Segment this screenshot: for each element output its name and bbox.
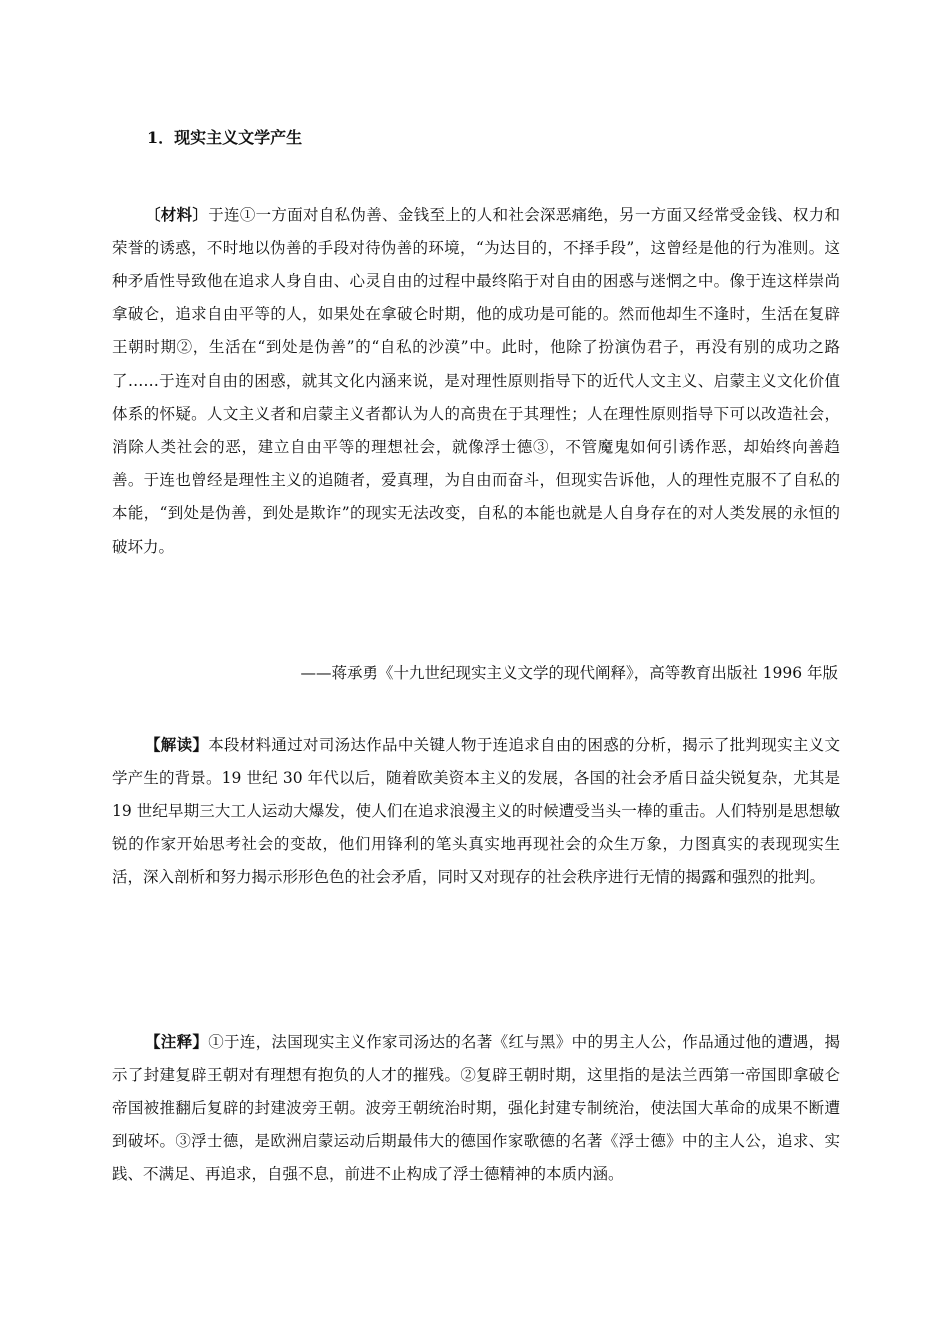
material-paragraph bbox=[112, 198, 840, 564]
reading-label: 【解读】 bbox=[145, 734, 209, 754]
material-text: 于连①一方面对自私伪善、金钱至上的人和社会深恶痛绝，另一方面又经常受金钱、权力和荣誉的诱惑，不时地以伪善的手段对待伪善的环境，“为达目的，不择手段”，这曾经是他的行为准则。这种矛盾性导致他在追求人身自由、心灵自由的过程中最终陷于对自由的困惑与迷惘之中。像于连这样崇尚拿破仑，追求自由平等的人，如果处在拿破仑时期，他的成功是可能的。然而他却生不逢时，生活在复辟王朝时期②，生活在“到处是伪善”的“自私的沙漠”中。此时，他除了扮演伪君子，再没有别的成功之路了……于连对自由的困惑，就其文化内涵来说，是对理性原则指导下的近代人文主义、启蒙主义文化价值体系的怀疑。人文主义者和启蒙主义者都认为人的高贵在于其理性；人在理性原则指导下可以改造社会，消除人类社会的恶，建立自由平等的理想社会，就像浮士德③，不管魔鬼如何引诱作恶，却始终向善趋善。于连也曾经是理性主义的追随者，爱真理，为自由而奋斗，但现实告诉他，人的理性克服不了自私的本能，“到处是伪善，到处是欺诈”的现实无法改变，自私的本能也就是人自身存在的对人类发展的永恒的破坏力。 bbox=[112, 205, 840, 556]
material-label: 〔材料〕 bbox=[145, 204, 209, 224]
notes-label: 【注释】 bbox=[145, 1031, 209, 1051]
material-source-citation: ——蒋承勇《十九世纪现实主义文学的现代阐释》，高等教育出版社 1996 年版 bbox=[300, 664, 838, 682]
notes-text: ①于连，法国现实主义作家司汤达的名著《红与黑》中的男主人公，作品通过他的遭遇，揭示了封建复辟王朝对有理想有抱负的人才的摧残。②复辟王朝时期，这里指的是法兰西第一帝国即拿破仑帝国被推翻后复辟的封建波旁王朝。波旁王朝统治时期，强化封建专制统治，使法国大革命的成果不断遭到破坏。③浮士德，是欧洲启蒙运动后期最伟大的德国作家歌德的名著《浮士德》中的主人公，追求、实践、不满足、再追求，自强不息，前进不止构成了浮士德精神的本质内涵。 bbox=[112, 1032, 840, 1184]
reading-paragraph bbox=[112, 728, 840, 895]
notes-paragraph bbox=[112, 1025, 840, 1192]
reading-text: 本段材料通过对司汤达作品中关键人物于连追求自由的困惑的分析，揭示了批判现实主义文学产生的背景。19 世纪 30 年代以后，随着欧美资本主义的发展，各国的社会矛盾日益尖锐复杂，尤其是 19 世纪早期三大工人运动大爆发，使人们在追求浪漫主义的时候遭受当头一棒的重击。人们特别是思想敏锐的作家开始思考社会的变故，他们用锋利的笔头真实地再现社会的众生万象，力图真实的表现现实生活，深入剖析和努力揭示形形色色的社会矛盾，同时又对现存的社会秩序进行无情的揭露和强烈的批判。 bbox=[112, 735, 840, 887]
section-heading: 1．现实主义文学产生 bbox=[147, 128, 303, 147]
